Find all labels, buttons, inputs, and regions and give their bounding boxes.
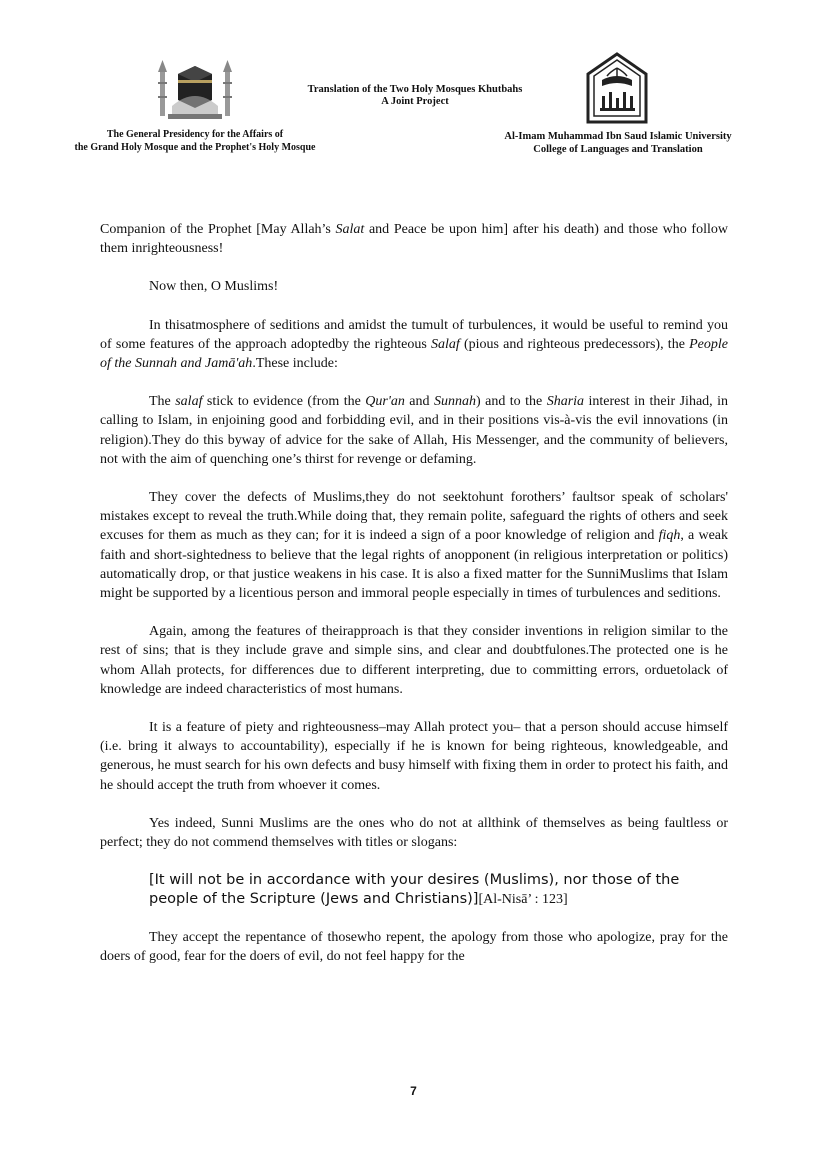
text-run: In thisatmosphere of seditions and amidst the tumult of turbulences, it would be useful to remind you of some features of the approach adoptedby the righteous (100, 317, 728, 352)
header-title-line1: Translation of the Two Holy Mosques Khutbahs (307, 84, 523, 95)
paragraph-3 (100, 316, 728, 374)
university-emblem-logo-icon (582, 52, 652, 124)
paragraph-9: They accept the repentance of thosewho repent, the apology from those who apologize, pray for the doers of good, fear for the doers of evil, do not feel happy for the (100, 930, 728, 965)
text-run-italic: Salaf (430, 336, 460, 352)
quote-text: [It will not be in accordance with your desires (Muslims), nor those of the people of the Scripture (Jews and Christians)] (149, 872, 680, 908)
university-name-line1: Al-Imam Muhammad Ibn Saud Islamic University (504, 131, 732, 142)
text-run: .These include: (252, 356, 338, 372)
header-title-line2: A Joint Project (381, 96, 449, 107)
text-run: , a weak faith and short-sightedness to believe that the legal rights of anopponent (in religious interpretation or politics) automatically drop, or that justice weakens in his case. It is also a fixed matter for the SunniMuslims that Islam might be supported by a licentious person and immoral people especially in times of turbulences and seditions. (100, 528, 728, 602)
text-run: ) and to the (475, 394, 547, 410)
paragraph-8: Yes indeed, Sunni Muslims are the ones who do not at allthink of themselves as being faultless or perfect; they do not commend themselves with titles or slogans: (100, 815, 728, 851)
text-run: stick to evidence (from the (202, 394, 366, 410)
text-run-italic: fiqh (658, 528, 681, 544)
header-title (250, 84, 580, 108)
khutbah-body (100, 220, 728, 986)
page-number: 7 (410, 1084, 417, 1098)
paragraph-1 (100, 220, 728, 258)
text-run: They cover the defects of Muslims,they do not seektohunt forothers’ faultsor speak of scholars' mistakes except to reveal the truth.While doing that, they remain polite, safeguard the rights of others and seek excuses for them as much as they can; for it is indeed a sign of a poor knowledge of religion and (100, 490, 728, 544)
paragraph-4 (100, 392, 728, 469)
paragraph-6: Again, among the features of theirapproach is that they consider inventions in religion similar to the rest of sins; that is they include grave and simple sins, and clear and doubtfulones.The protected one is he whom Allah protects, for differences due to different interpreting, due to committing errors, orduetolack of knowledge are indeed characteristics of most humans. (100, 624, 728, 697)
text-run-italic: salaf (175, 394, 203, 410)
text-run-italic: Sunnah (433, 394, 476, 410)
text-run-italic: Qur'an (365, 394, 405, 410)
university-name (488, 130, 748, 156)
text-run: (pious and righteous predecessors), the (459, 336, 690, 352)
text-run-italic: Salat (335, 222, 365, 237)
paragraph-7: It is a feature of piety and righteousness–may Allah protect you– that a person should accuse himself (i.e. bring it always to accountability), especially if he is known for being righteous, knowledgeable, and generous, he must search for his own defects and busy himself with fixing them in order to protect his faith, and he should accept the truth from whoever it comes. (100, 720, 728, 793)
presidency-name-line1: The General Presidency for the Affairs of (106, 129, 284, 140)
paragraph-2: Now then, O Muslims! (149, 279, 279, 295)
text-run: The (149, 394, 176, 410)
presidency-name-line2: the Grand Holy Mosque and the Prophet's Holy Mosque (74, 142, 316, 153)
text-run: and Peace be upon him] after his death) and those who follow them inrighteousness! (100, 222, 728, 257)
text-run-italic: Sharia (546, 394, 585, 410)
kaaba-mosque-logo-icon (152, 56, 238, 122)
text-run: interest in their Jihad, in calling to Islam, in enjoining good and forbidding evil, and in their positions vis-à-vis the evil innovations (in religion).They do this byway of advice for the sake of Allah, His Messenger, and the community of believers, not with the aim of quenching one’s thirst for revenge or defaming. (100, 394, 729, 467)
paragraph-5 (100, 488, 728, 603)
quran-quote (149, 871, 728, 909)
text-run: and (404, 394, 434, 410)
text-run-italic: People of the Sunnah and Jamā'ah (100, 336, 728, 372)
text-run: Companion of the Prophet [May Allah’s (100, 222, 336, 237)
quote-reference: [Al-Nisā’ : 123] (478, 892, 568, 908)
university-name-line2: College of Languages and Translation (533, 144, 703, 155)
presidency-name (60, 128, 330, 154)
